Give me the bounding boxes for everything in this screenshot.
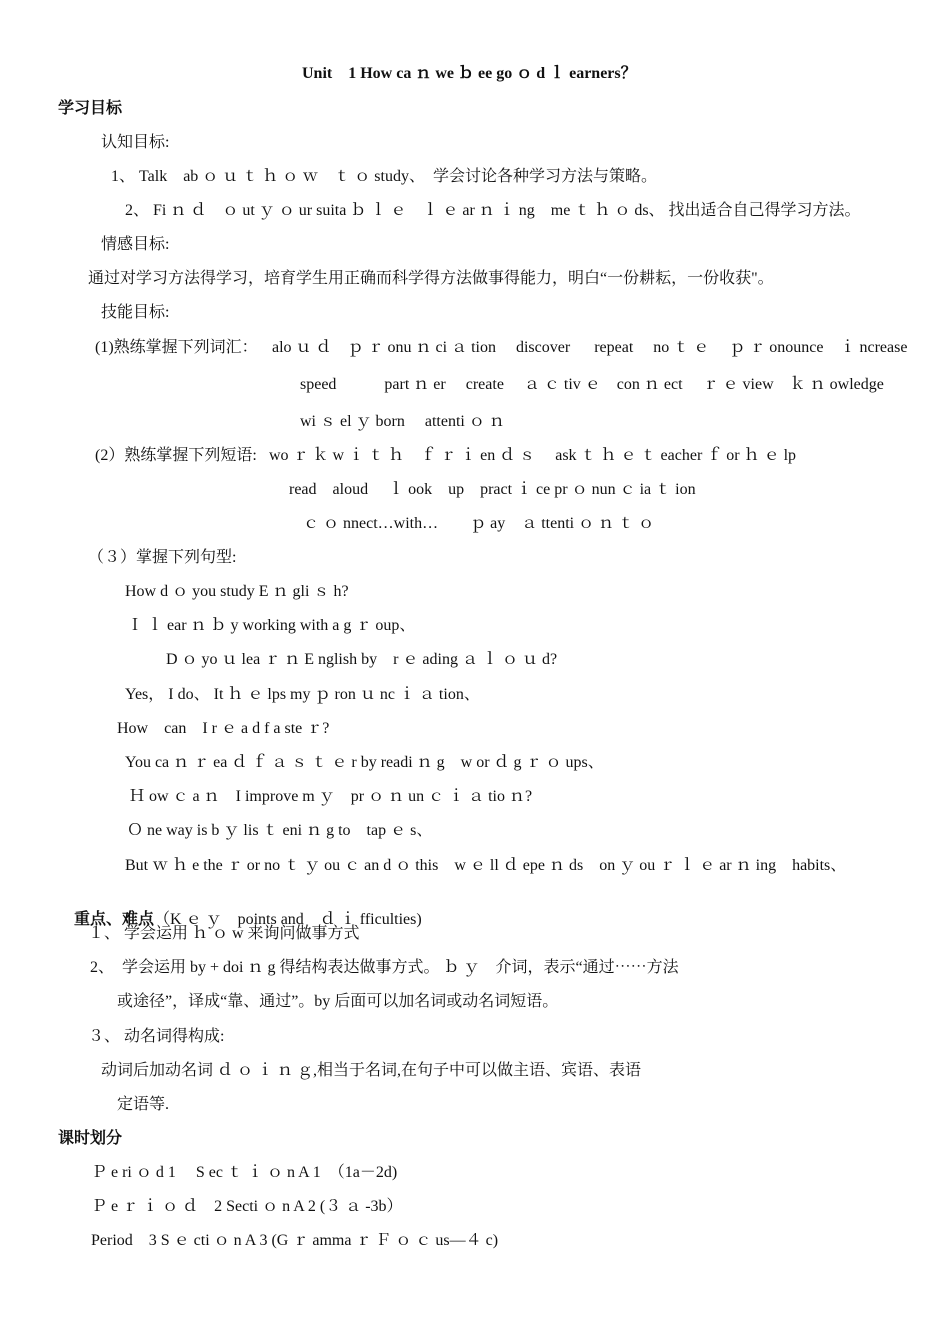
vocab-label: (1)熟练掌握下列词汇：	[95, 339, 258, 356]
sentence-pattern: Yes， I do、 It ｈ ｅ lps my ｐ ron ｕ nc ｉ ａ tion、	[125, 686, 480, 703]
keypoint-1: １、 学会运用 ｈ ｏ w 来询问做事方式	[88, 925, 360, 942]
section-heading-goals: 学习目标	[58, 100, 123, 117]
keypoint-2: 2、 学会运用 by + doi ｎ g 得结构表达做事方式。 ｂ ｙ 介词，表示“通过⋯⋯方法	[90, 959, 679, 976]
vocab-line-1: alo ｕ ｄ ｐ ｒ onu ｎ ci ａ tion discover repeat no ｔ ｅ ｐ ｒ onounce ｉ ncrease	[272, 339, 908, 356]
sentence-pattern: You ca ｎ ｒ ea ｄ ｆ ａ ｓ ｔ ｅ r by readi ｎ g w or ｄ g ｒ ｏ ups、	[125, 754, 604, 771]
phrase-line-1: wo ｒ ｋ w ｉ ｔ ｈ ｆ ｒ ｉ en ｄ ｓ ask ｔ ｈ ｅ ｔ eacher ｆ or ｈ ｅ lp	[265, 447, 797, 464]
keypoint-3-detail-continued: 定语等.	[117, 1096, 170, 1113]
period-item: Ｐ e ｒ ｉ ｏ ｄ 2 Secti ｏ n A 2 (３ ａ -3b）	[91, 1198, 403, 1215]
cognitive-goal-1: 1、 Talk ab ｏ ｕ ｔ ｈ ｏ ｗ ｔ ｏ study、 学会讨论各种学习方法与策略。	[111, 168, 657, 185]
section-heading-schedule: 课时划分	[58, 1130, 123, 1147]
emotion-goals-label: 情感目标:	[101, 236, 170, 253]
vocab-line-2: speed part ｎ er create ａ ｃ tiv ｅ con ｎ ect ｒ ｅ view ｋ ｎ owledge	[300, 376, 884, 393]
sentence-pattern-label: （３）掌握下列句型:	[88, 549, 237, 566]
phrase-line-3: ｃ ｏ nnect…with… ｐ ay ａ ttenti ｏ ｎ ｔ ｏ	[303, 515, 655, 532]
sentence-pattern: But ｗ ｈ e the ｒ or no ｔ ｙ ou ｃ an d ｏ this w ｅ ll ｄ epe ｎ ds on ｙ ou ｒ ｌ ｅ ar ｎ ing habits、	[125, 857, 847, 874]
cognitive-goals-label: 认知目标:	[101, 134, 170, 151]
period-item: Period 3 S ｅ cti ｏ n A 3 (G ｒ amma ｒ Ｆ ｏ ｃ us—４ c)	[91, 1232, 499, 1249]
keypoints-heading-english: （K ｅ ｙ points and ｄ ｉ fficulties)	[154, 911, 422, 928]
keypoint-3-detail: 动词后加动名词 ｄ ｏ ｉ ｎ ｇ,相当于名词,在句子中可以做主语、宾语、表语	[101, 1062, 642, 1079]
phrase-line-2: read aloud ｌ ook up pract ｉ ce pr ｏ nun ｃ ia ｔ ion	[289, 481, 696, 498]
sentence-pattern: How can I r ｅ a d f a ste ｒ?	[117, 720, 330, 737]
cognitive-goal-2: 2、 Fi ｎ ｄ ｏ ut ｙ ｏ ur suita ｂ ｌ ｅ ｌ ｅ ar ｎ ｉ ng me ｔ ｈ ｏ ds、 找出适合自己得学习方法。	[125, 202, 861, 219]
keypoint-3: ３、 动名词得构成:	[88, 1028, 225, 1045]
period-item: Ｐ e ri ｏ d 1 S ec ｔ ｉ ｏ n A 1 （1a－2d)	[91, 1164, 398, 1181]
sentence-pattern: How d ｏ you study E ｎ gli ｓ h?	[125, 583, 349, 600]
vocab-line-3: wi ｓ el ｙ born attenti ｏ ｎ	[300, 413, 505, 430]
phrase-label: (2）熟练掌握下列短语:	[95, 447, 257, 464]
emotion-goals-text: 通过对学习方法得学习，培育学生用正确而科学得方法做事得能力，明白“一份耕耘，一份收获"。	[88, 270, 774, 287]
sentence-pattern: Ｉ ｌ ear ｎ ｂ y working with a g ｒ oup、	[127, 617, 416, 634]
sentence-pattern: D ｏ yo ｕ lea ｒ ｎ E nglish by r ｅ ading ａ ｌ ｏ ｕ d?	[166, 651, 558, 668]
sentence-pattern: Ｈ ow ｃ a ｎ I improve m ｙ pr ｏ ｎ un ｃ ｉ ａ tio ｎ?	[129, 788, 533, 805]
skill-goals-label: 技能目标:	[101, 304, 170, 321]
section-heading-keypoints: 重点、难点	[74, 911, 155, 928]
keypoint-2-continued: 或途径”，译成“靠、通过”。by 后面可以加名词或动名词短语。	[117, 993, 559, 1010]
document-title: Unit 1 How ca ｎ we ｂ ee go ｏ d ｌ earners？	[302, 65, 637, 82]
sentence-pattern: Ｏ ne way is b ｙ lis ｔ eni ｎ g to tap ｅ s、	[127, 822, 433, 839]
